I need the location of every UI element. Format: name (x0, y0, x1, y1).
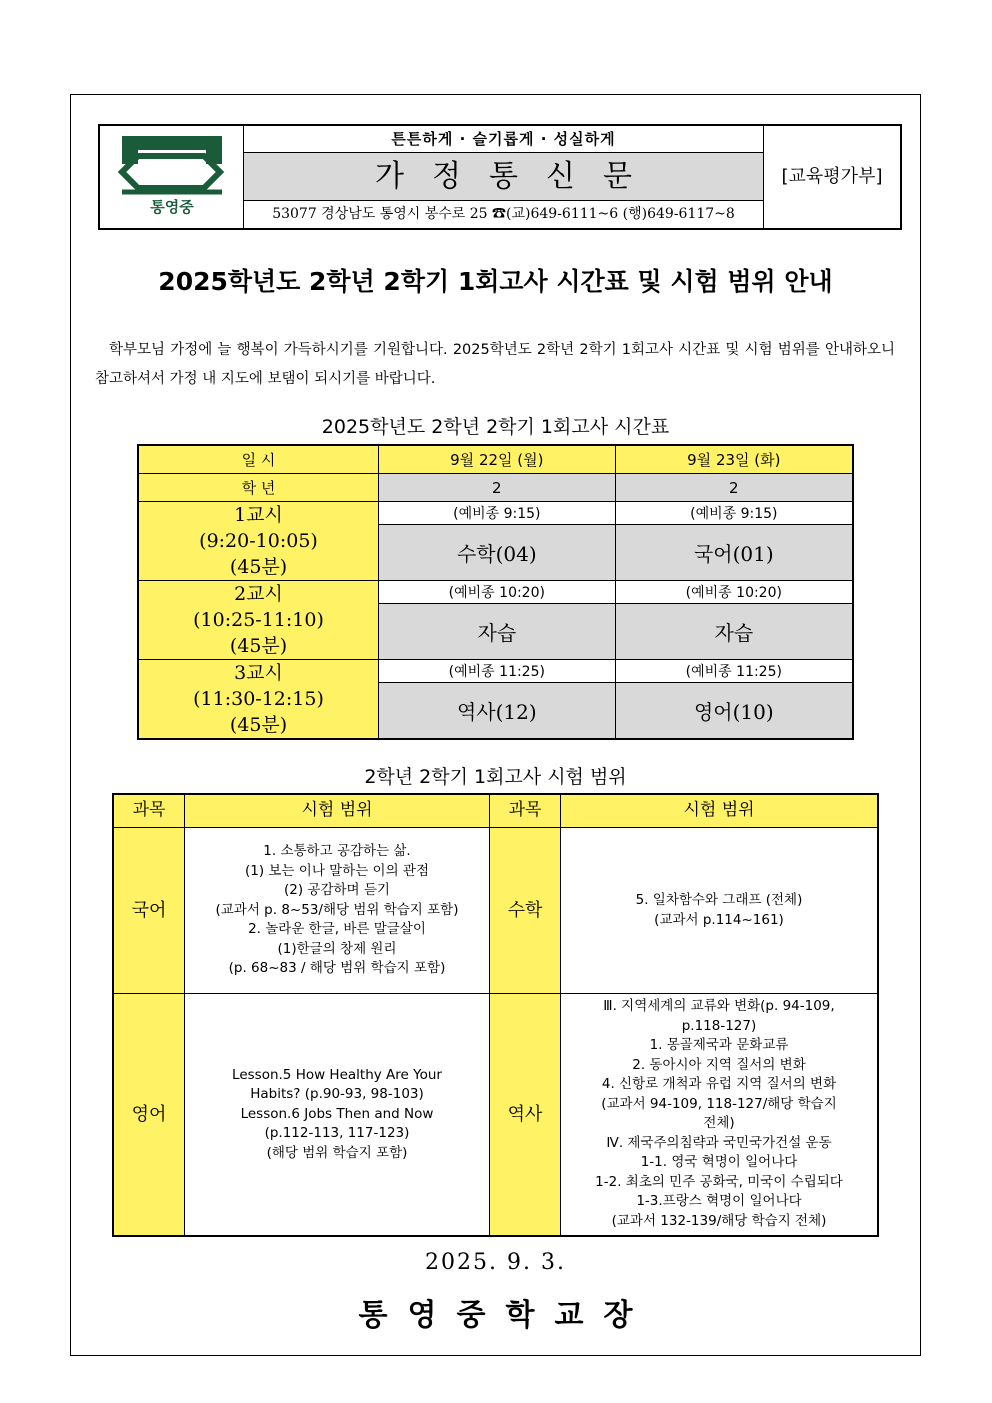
period-duration: (45분) (229, 714, 288, 736)
exam-range-table (112, 793, 879, 1237)
range-line: 2. 놀라운 한글, 바른 말글살이 (248, 921, 426, 938)
table-row (138, 581, 853, 604)
warning-bell: (예비종 11:25) (379, 660, 616, 683)
subject-cell: 역사 (490, 994, 561, 1236)
grade-cell: 2 (379, 474, 616, 502)
letterhead-center (244, 126, 764, 228)
table-row (138, 660, 853, 683)
schedule-table (137, 444, 854, 740)
warning-bell: (예비종 10:20) (615, 581, 853, 604)
day-header: 9월 23일 (화) (615, 445, 853, 474)
exam-subject: 영어(10) (615, 683, 853, 739)
period-cell (138, 502, 379, 581)
table-row (113, 994, 878, 1236)
range-header: 시험 범위 (561, 794, 879, 828)
school-address: 53077 경상남도 통영시 봉수로 25 ☎(교)649-6111~6 (행)649-6117~8 (272, 206, 735, 222)
range-line: (p. 68~83 / 해당 범위 학습지 포함) (228, 960, 446, 977)
range-line: p.118-127) (681, 1017, 757, 1034)
intro-paragraph: 학부모님 가정에 늘 행복이 가득하시기를 기원합니다. 2025학년도 2학년 2학기 1회고사 시간표 및 시험 범위를 안내하오니 참고하셔서 가정 내 지도에 보탬이 되시기를 바랍니다. (95, 342, 895, 387)
warning-bell: (예비종 9:15) (615, 502, 853, 525)
range-line: (1) 보는 이나 말하는 이의 관점 (244, 862, 430, 879)
table-row (113, 828, 878, 994)
letterhead (98, 124, 902, 230)
period-cell (138, 660, 379, 740)
warning-bell: (예비종 10:20) (379, 581, 616, 604)
subject-header: 과목 (490, 794, 561, 828)
schedule-title: 2025학년도 2학년 2학기 1회고사 시간표 (321, 416, 670, 438)
range-title: 2학년 2학기 1회고사 시험 범위 (364, 766, 627, 788)
range-line: (1)한글의 창제 원리 (277, 940, 397, 957)
range-line: 1-3.프랑스 혁명이 일어나다 (636, 1193, 802, 1210)
grade-row (138, 474, 853, 502)
range-line: (교과서 132-139/해당 학습지 전체) (611, 1212, 827, 1229)
range-line: (교과서 p.114~161) (654, 911, 784, 928)
period-time: (11:30-12:15) (193, 688, 324, 710)
department-label: [교육평가부] (781, 166, 883, 187)
range-cell (185, 994, 490, 1236)
grade-header: 학 년 (138, 474, 379, 502)
exam-subject: 자습 (379, 604, 616, 660)
warning-bell: (예비종 9:15) (379, 502, 616, 525)
letter-title: 가정통신문 (244, 153, 763, 201)
range-line: Lesson.5 How Healthy Are Your (232, 1066, 442, 1083)
page-title: 2025학년도 2학년 2학기 1회고사 시간표 및 시험 범위 안내 (158, 267, 833, 296)
range-line: 전체) (703, 1115, 735, 1132)
school-motto: 튼튼하게 · 슬기롭게 · 성실하게 (244, 126, 763, 153)
range-line: 5. 일차함수와 그래프 (전체) (635, 892, 803, 908)
subject-cell: 수학 (490, 828, 561, 994)
range-header: 시험 범위 (185, 794, 490, 828)
period-duration: (45분) (229, 556, 288, 578)
day-header: 9월 22일 (월) (379, 445, 616, 474)
range-line: 2. 동아시아 지역 질서의 변화 (632, 1056, 806, 1073)
range-line: Lesson.6 Jobs Then and Now (240, 1105, 434, 1122)
logo-text: 통영중 (150, 198, 194, 216)
range-cell (561, 994, 879, 1236)
period-name: 2교시 (234, 583, 283, 605)
range-header-row (113, 794, 878, 828)
range-cell (561, 828, 879, 994)
range-line: 1-1. 영국 혁명이 일어나다 (640, 1154, 798, 1171)
exam-subject: 자습 (615, 604, 853, 660)
period-duration: (45분) (229, 635, 288, 657)
range-line: 1. 소통하고 공감하는 삶. (263, 843, 411, 860)
principal-signature: 통영중학교장 (358, 1298, 653, 1333)
exam-subject: 역사(12) (379, 683, 616, 739)
period-cell (138, 581, 379, 660)
range-line: 1. 몽골제국과 문화교류 (649, 1037, 789, 1054)
subject-header: 과목 (113, 794, 185, 828)
exam-subject: 국어(01) (615, 525, 853, 581)
school-logo (100, 126, 244, 228)
period-time: (10:25-11:10) (193, 609, 324, 631)
date-header: 일 시 (138, 445, 379, 474)
exam-subject: 수학(04) (379, 525, 616, 581)
range-line: (교과서 94-109, 118-127/해당 학습지 (601, 1095, 837, 1112)
range-line: (해당 범위 학습지 포함) (266, 1144, 408, 1161)
table-row (138, 502, 853, 525)
issue-date: 2025. 9. 3. (425, 1250, 566, 1275)
warning-bell: (예비종 11:25) (615, 660, 853, 683)
period-name: 3교시 (234, 662, 283, 684)
range-cell (185, 828, 490, 994)
range-line: Ⅳ. 제국주의침략과 국민국가건설 운동 (606, 1134, 832, 1151)
subject-cell: 국어 (113, 828, 185, 994)
range-line: (교과서 p. 8~53/해당 범위 학습지 포함) (215, 901, 459, 918)
range-line: Ⅲ. 지역세계의 교류와 변화(p. 94-109, (603, 998, 835, 1015)
schedule-header-row (138, 445, 853, 474)
range-line: 1-2. 최초의 민주 공화국, 미국이 수립되다 (595, 1173, 843, 1190)
range-line: Habits? (p.90-93, 98-103) (250, 1086, 424, 1102)
subject-cell: 영어 (113, 994, 185, 1236)
grade-cell: 2 (615, 474, 853, 502)
period-name: 1교시 (234, 504, 283, 526)
range-line: (2) 공감하며 듣기 (284, 882, 390, 899)
period-time: (9:20-10:05) (199, 530, 318, 552)
range-line: 4. 신항로 개척과 유럽 지역 질서의 변화 (601, 1076, 837, 1093)
range-line: (p.112-113, 117-123) (264, 1125, 410, 1141)
